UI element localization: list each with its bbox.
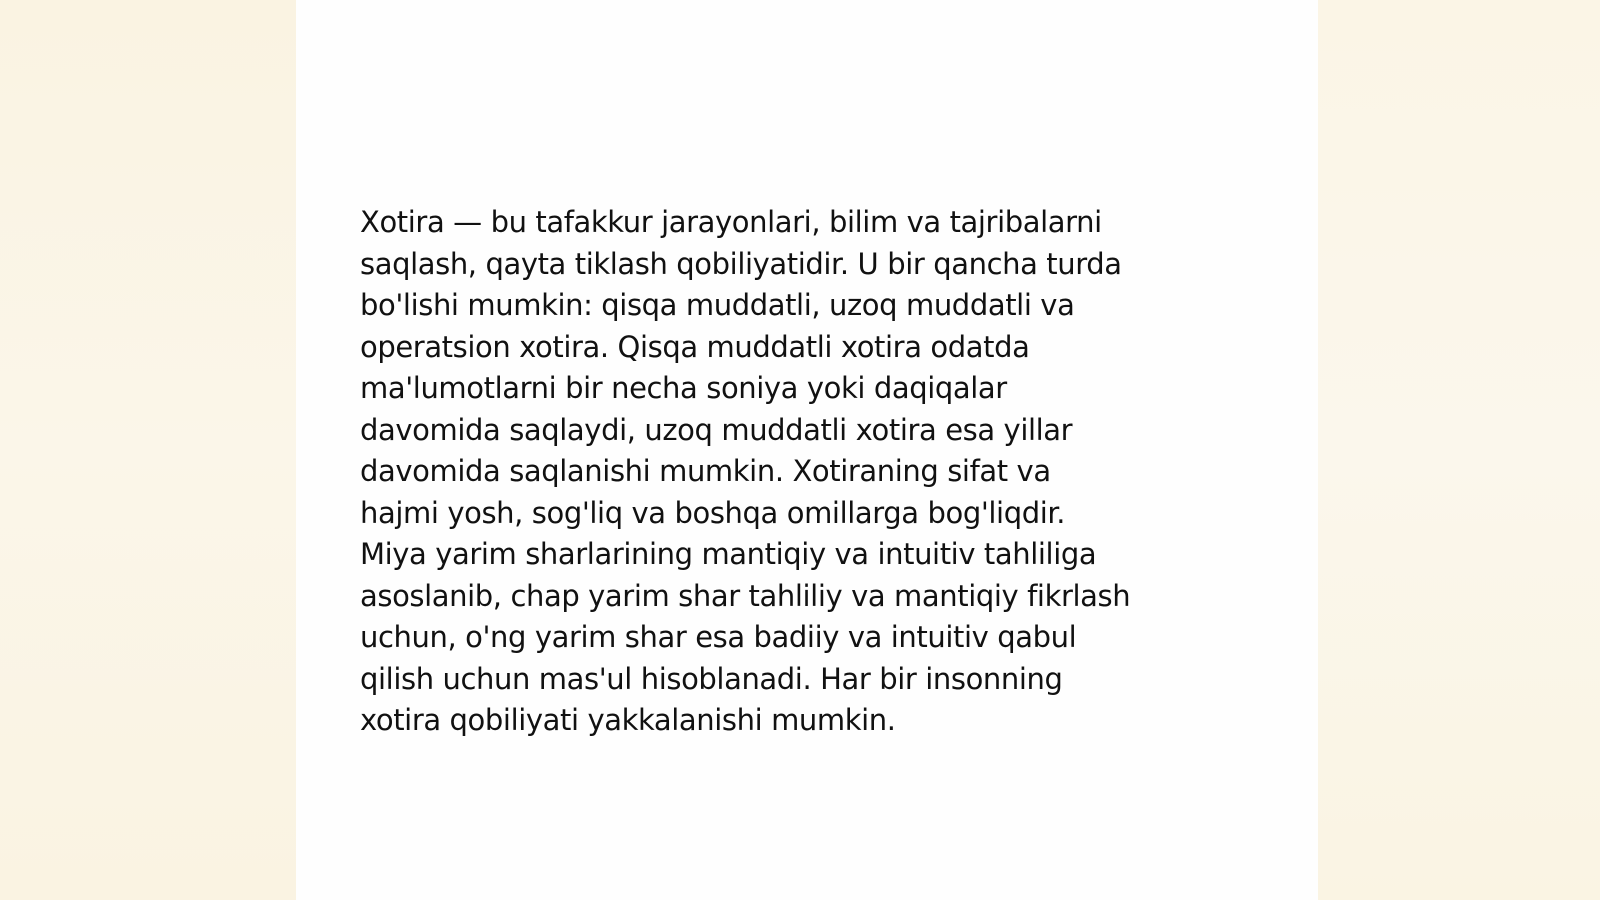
- body-paragraph: [360, 202, 1260, 742]
- text-line: Miya yarim sharlarining mantiqiy va intuitiv tahliliga: [360, 537, 1097, 571]
- text-line: Xotira — bu tafakkur jarayonlari, bilim va tajribalarni: [360, 205, 1102, 239]
- right-margin: [1318, 0, 1600, 900]
- text-line: asoslanib, chap yarim shar tahliliy va mantiqiy fikrlash: [360, 578, 1131, 613]
- text-line: saqlash, qayta tiklash qobiliyatidir. U bir qancha turda: [360, 246, 1122, 281]
- text-line: davomida saqlanishi mumkin. Xotiraning sifat va: [360, 454, 1051, 488]
- text-line: xotira qobiliyati yakkalanishi mumkin.: [360, 703, 896, 737]
- slide-page: [296, 0, 1318, 900]
- text-line: bo'lishi mumkin: qisqa muddatli, uzoq muddatli va: [360, 288, 1075, 322]
- text-line: hajmi yosh, sog'liq va boshqa omillarga bog'liqdir.: [360, 495, 1066, 530]
- text-line: ma'lumotlarni bir necha soniya yoki daqiqalar: [360, 371, 1007, 405]
- text-line: qilish uchun mas'ul hisoblanadi. Har bir insonning: [360, 661, 1063, 696]
- text-line: davomida saqlaydi, uzoq muddatli xotira esa yillar: [360, 412, 1073, 447]
- text-line: uchun, o'ng yarim shar esa badiiy va intuitiv qabul: [360, 620, 1077, 654]
- text-line: operatsion xotira. Qisqa muddatli xotira odatda: [360, 329, 1030, 364]
- left-margin: [0, 0, 296, 900]
